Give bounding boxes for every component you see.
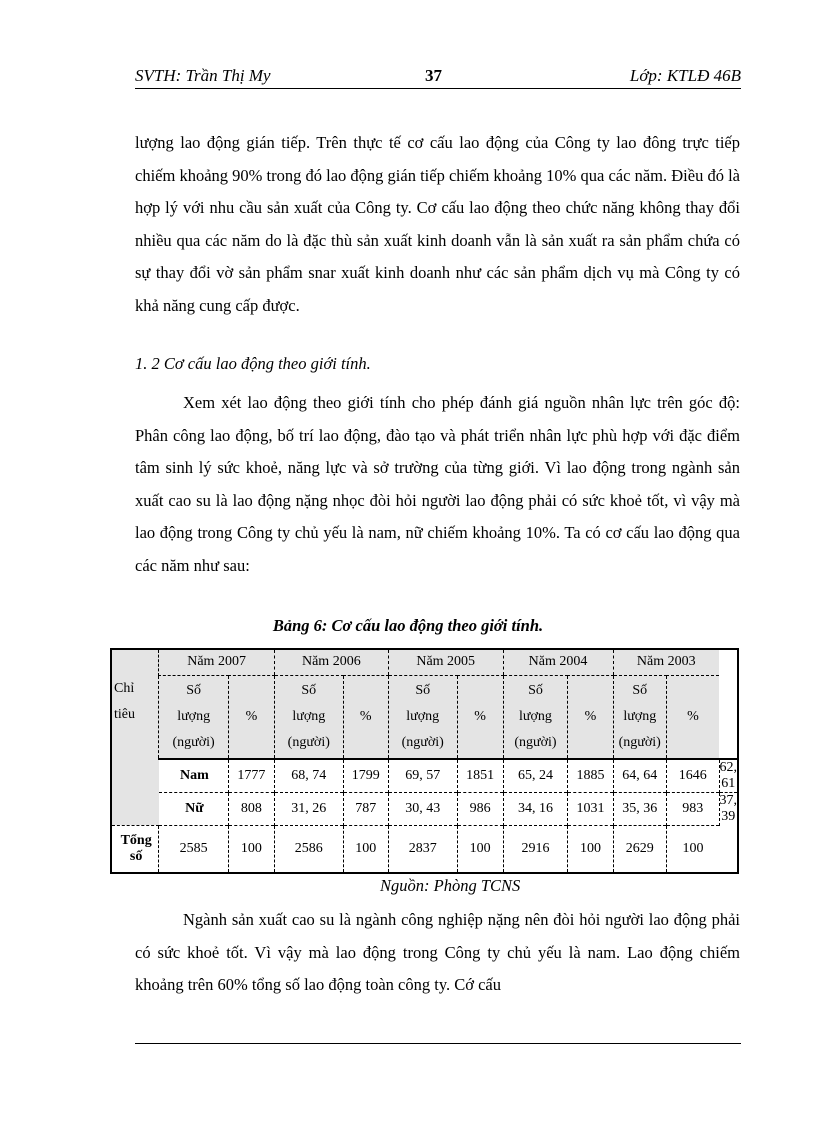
table-cell: 34, 16: [503, 793, 568, 826]
table-caption: Bảng 6: Cơ cấu lao động theo giới tính.: [272, 616, 544, 635]
table-row-female: [111, 793, 738, 826]
corner-label-line-1: Chỉ: [114, 681, 135, 696]
year-header-2004: Năm 2004: [503, 649, 613, 675]
table-cell: 31, 26: [274, 793, 343, 826]
qty-header: Số lượng (người): [613, 675, 667, 759]
page-number: 37: [425, 66, 442, 85]
pct-header: %: [457, 675, 503, 759]
table-cell: 69, 57: [388, 759, 457, 793]
row-label-female: Nữ: [159, 793, 229, 826]
paragraph-conclusion: Ngành sản xuất cao su là ngành công nghiệp nặng nên đòi hỏi người lao động phải có sức khoẻ tốt. Vì vậy mà lao động trong Công ty chủ yếu là nam. Lao động chiếm khoảng trên 60% tổng số lao động toàn công ty. Cớ cấu: [135, 910, 740, 994]
table-cell: 1799: [343, 759, 388, 793]
table-cell: 100: [568, 825, 613, 873]
table-cell: 986: [457, 793, 503, 826]
table-cell: 37, 39: [719, 793, 737, 824]
table-cell: 1851: [457, 759, 503, 793]
page-header: [135, 62, 741, 89]
table-source: Nguồn: Phòng TCNS: [380, 876, 521, 895]
table-cell: 100: [457, 825, 503, 873]
table-cell: 62, 61: [719, 760, 737, 791]
table-cell: 1777: [228, 759, 274, 793]
corner-label-line-2: tiêu: [114, 707, 135, 722]
pct-header: %: [568, 675, 613, 759]
section-subheading: 1. 2 Cơ cấu lao động theo giới tính.: [135, 354, 371, 373]
table-cell: 64, 64: [613, 759, 667, 793]
pct-header: %: [667, 675, 719, 759]
year-header-2003: Năm 2003: [613, 649, 719, 675]
table-cell: 2586: [274, 825, 343, 873]
table-row-total: [111, 825, 738, 873]
table-cell: 787: [343, 793, 388, 826]
row-label-male: Nam: [159, 759, 229, 793]
table-cell: 100: [228, 825, 274, 873]
table-cell: 2629: [613, 825, 667, 873]
table-cell: 1885: [568, 759, 613, 793]
table-cell: 1031: [568, 793, 613, 826]
row-label-total: Tổng số: [111, 825, 159, 873]
table-cell: 2916: [503, 825, 568, 873]
table-cell: 1646: [667, 759, 719, 793]
qty-header: Số lượng (người): [503, 675, 568, 759]
table-cell: 2837: [388, 825, 457, 873]
gender-structure-table: [110, 648, 739, 874]
pct-header: %: [228, 675, 274, 759]
table-cell: 65, 24: [503, 759, 568, 793]
paragraph-functional-structure: lượng lao động gián tiếp. Trên thực tế cơ cấu lao động của Công ty lao đông trực tiếp chiếm khoảng 90% trong đó lao động gián tiếp chiếm khoảng 10% qua các năm. Điều đó là hợp lý với nhu cầu sản xuất của Công ty. Cơ cấu lao động theo chức năng không thay đổi nhiều qua các năm do là đặc thù sản xuất kinh doanh vẫn là sản xuất ra sản phẩm chứa có sự thay đổi vờ sản phẩm snar xuất kinh doanh như các sản phẩm dịch vụ mà Công ty có khả năng cung cấp được.: [135, 133, 740, 315]
qty-header: Số lượng (người): [274, 675, 343, 759]
table-row-male: [111, 759, 738, 793]
year-header-2007: Năm 2007: [159, 649, 275, 675]
table-cell: 30, 43: [388, 793, 457, 826]
table-cell: 983: [667, 793, 719, 826]
table-cell: 68, 74: [274, 759, 343, 793]
year-header-2006: Năm 2006: [274, 649, 388, 675]
year-header-2005: Năm 2005: [388, 649, 503, 675]
qty-header: Số lượng (người): [159, 675, 229, 759]
table-cell: 100: [667, 825, 719, 873]
pct-header: %: [343, 675, 388, 759]
table-cell: 808: [228, 793, 274, 826]
header-class: Lớp: KTLĐ 46B: [629, 66, 741, 85]
table-corner-header: [111, 649, 159, 825]
header-student-name: SVTH: Trần Thị My: [135, 66, 271, 85]
table-cell: 2585: [159, 825, 229, 873]
qty-header: Số lượng (người): [388, 675, 457, 759]
paragraph-gender-intro: Xem xét lao động theo giới tính cho phép đánh giá nguồn nhân lực trên góc độ: Phân công lao động, bố trí lao động, đào tạo và phát triển nhân lực phù hợp với đặc điểm tâm sinh lý sức khoẻ, năng lực và sở trường của từng giới. Vì lao động trong ngành sản xuất cao su là lao động nặng nhọc đòi hỏi người lao động phải có sức khoẻ tốt, vì vậy mà lao động trong Công ty chủ yếu là nam, nữ chiếm khoảng 10%. Ta có cơ cấu lao động qua các năm như sau:: [135, 393, 740, 575]
table-cell: 35, 36: [613, 793, 667, 826]
footer-rule: [135, 1043, 741, 1044]
table-cell: 100: [343, 825, 388, 873]
